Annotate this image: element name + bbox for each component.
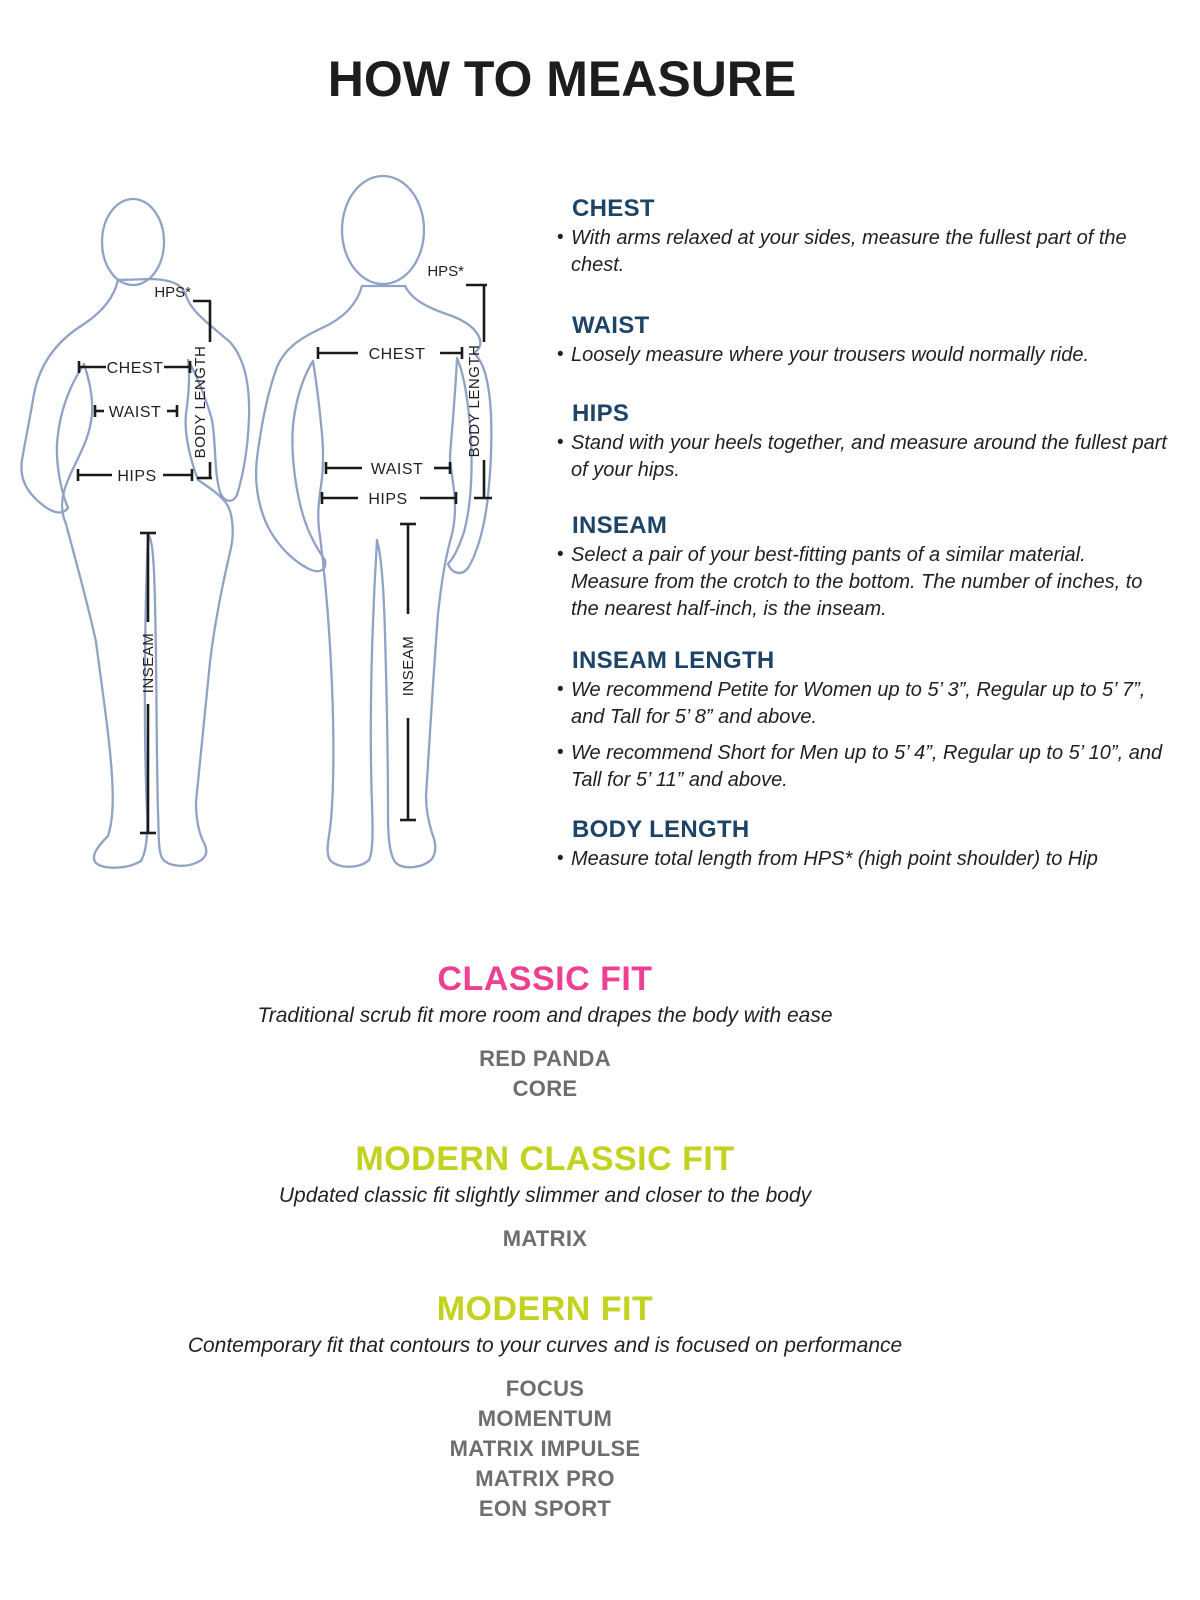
fit-description: Updated classic fit slightly slimmer and closer to the body [278, 1184, 812, 1207]
male-waist-label: WAIST [370, 461, 424, 478]
instruction-heading: CHEST [572, 195, 655, 222]
male-body-outline [256, 286, 491, 867]
fit-product: FOCUS [505, 1376, 585, 1401]
male-measurements [318, 263, 492, 820]
measurement-instructions [556, 196, 1168, 873]
female-chest-label: CHEST [106, 360, 164, 377]
male-inseam-label: INSEAM [400, 635, 417, 697]
fit-product: CORE [512, 1076, 578, 1101]
fit-name: MODERN FIT [436, 1290, 654, 1328]
instruction-heading: HIPS [572, 400, 630, 427]
instruction-bullet: • Measure total length from HPS* (high point shoulder) to Hip [556, 846, 1168, 873]
female-head-outline [102, 199, 164, 285]
fit-guide [0, 960, 1090, 1560]
instruction-bullet: • With arms relaxed at your sides, measure the fullest part of the chest. [556, 225, 1168, 279]
instruction-section-hips [556, 401, 1168, 484]
fit-product-list [0, 1374, 1090, 1524]
fit-description: Contemporary fit that contours to your curves and is focused on performance [187, 1334, 903, 1357]
fit-product: RED PANDA [479, 1046, 611, 1071]
instruction-section-inseam [556, 513, 1168, 623]
female-waist-label: WAIST [108, 404, 162, 421]
instruction-heading: INSEAM [572, 512, 668, 539]
fit-description: Traditional scrub fit more room and drapes the body with ease [257, 1004, 833, 1027]
page-title: HOW TO MEASURE [327, 51, 797, 107]
instruction-bullet: • We recommend Petite for Women up to 5’ 3”, Regular up to 5’ 7”, and Tall for 5’ 8” and above. [556, 677, 1168, 731]
fit-product: MATRIX [502, 1226, 588, 1251]
male-head-outline [342, 176, 424, 284]
instruction-heading: INSEAM LENGTH [572, 647, 775, 674]
fit-modern-classic [0, 1140, 1090, 1254]
fit-product: MOMENTUM [477, 1406, 613, 1431]
instruction-section-inseam-length [556, 648, 1168, 794]
female-body-length-label: BODY LENGTH [192, 345, 209, 459]
instruction-bullet: • Loosely measure where your trousers would normally ride. [556, 342, 1168, 369]
fit-product: MATRIX PRO [475, 1466, 615, 1491]
instruction-section-body-length [556, 817, 1168, 873]
fit-name: MODERN CLASSIC FIT [355, 1140, 735, 1178]
female-figure [21, 199, 249, 868]
instruction-heading: WAIST [572, 312, 650, 339]
fit-product: EON SPORT [478, 1496, 612, 1521]
female-inseam-label: INSEAM [140, 632, 157, 694]
female-hps-label: HPS* [154, 284, 191, 301]
instruction-bullet: • We recommend Short for Men up to 5’ 4”, Regular up to 5’ 10”, and Tall for 5’ 11” and above. [556, 740, 1168, 794]
instruction-section-chest [556, 196, 1168, 279]
female-hips-label: HIPS [117, 468, 157, 485]
male-hips-label: HIPS [368, 491, 408, 508]
fit-classic [0, 960, 1090, 1104]
fit-name: CLASSIC FIT [437, 960, 653, 998]
fit-modern [0, 1290, 1090, 1524]
fit-product-list [0, 1224, 1090, 1254]
instruction-bullet: • Stand with your heels together, and measure around the fullest part of your hips. [556, 430, 1168, 484]
male-hps-label: HPS* [427, 263, 464, 280]
fit-product-list [0, 1044, 1090, 1104]
male-chest-label: CHEST [368, 346, 426, 363]
instruction-heading: BODY LENGTH [572, 816, 750, 843]
male-body-length-label: BODY LENGTH [466, 344, 483, 458]
instruction-section-waist [556, 313, 1168, 369]
measurement-diagram [0, 162, 545, 892]
instruction-bullet: • Select a pair of your best-fitting pants of a similar material. Measure from the crotch to the bottom. The number of inches, to the nearest half-inch, is the inseam. [556, 542, 1168, 623]
fit-product: MATRIX IMPULSE [449, 1436, 641, 1461]
